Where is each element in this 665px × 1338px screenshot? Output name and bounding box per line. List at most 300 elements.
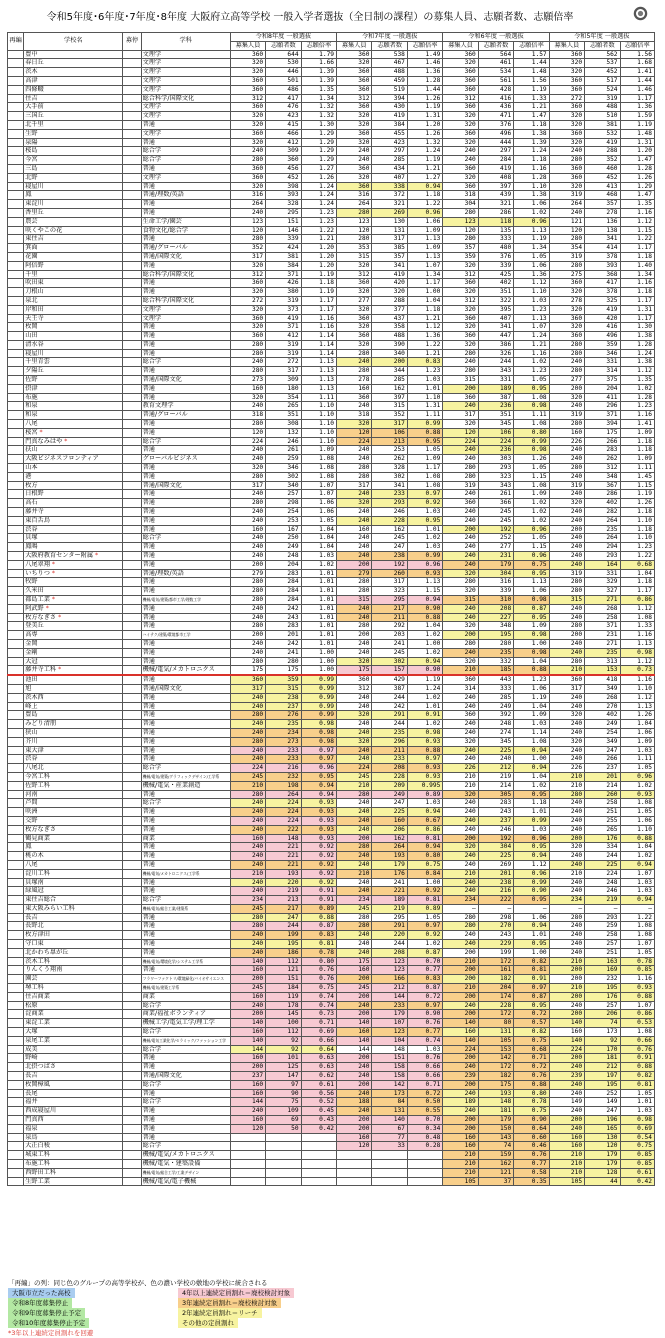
- value-cell: 320: [443, 59, 478, 68]
- dept-cell: 普通: [141, 235, 230, 244]
- dept-cell: 機械/電気/メカトロニクス/工学系: [141, 869, 230, 878]
- value-cell: 1.09: [301, 446, 336, 455]
- value-cell: 1.20: [301, 261, 336, 270]
- value-cell: 240: [549, 948, 584, 957]
- value-cell: 200: [443, 1080, 478, 1089]
- school-name-text: 北野: [25, 173, 38, 181]
- value-cell: 320: [549, 288, 584, 297]
- value-cell: 0.71: [301, 1019, 336, 1028]
- value-cell: 136: [585, 217, 620, 226]
- suspended-cell: [123, 975, 141, 984]
- school-name-text: 八尾北: [25, 764, 44, 772]
- reorg-cell: [8, 675, 24, 684]
- value-cell: 280: [443, 464, 478, 473]
- value-cell: 1.08: [620, 922, 654, 931]
- value-cell: 0.94: [514, 746, 549, 755]
- value-cell: 0.28: [407, 1142, 442, 1151]
- value-cell: 247: [585, 746, 620, 755]
- value-cell: [337, 1177, 372, 1186]
- value-cell: 162: [372, 525, 407, 534]
- value-cell: 317: [549, 684, 584, 693]
- value-cell: 240: [230, 931, 265, 940]
- header-col: 志願者数: [478, 41, 513, 50]
- reorg-cell: [8, 200, 24, 209]
- suspended-cell: [123, 120, 141, 129]
- table-row: [8, 173, 655, 182]
- value-cell: 461: [478, 59, 513, 68]
- value-cell: 158: [372, 1072, 407, 1081]
- value-cell: 315: [337, 252, 372, 261]
- school-name-text: 豊島: [25, 711, 38, 719]
- value-cell: 271: [585, 596, 620, 605]
- value-cell: 210: [337, 781, 372, 790]
- value-cell: 320: [549, 393, 584, 402]
- reorg-cell: [8, 147, 24, 156]
- value-cell: 240: [443, 808, 478, 817]
- value-cell: 212: [372, 984, 407, 993]
- school-name: [24, 1010, 123, 1019]
- value-cell: 0.42: [620, 1177, 654, 1186]
- value-cell: 242: [372, 702, 407, 711]
- value-cell: 1.18: [620, 578, 654, 587]
- value-cell: 1.26: [620, 173, 654, 182]
- value-cell: 140: [443, 1036, 478, 1045]
- value-cell: 221: [266, 860, 301, 869]
- table-row: [8, 764, 655, 773]
- applicant-table: [7, 32, 655, 1186]
- dept-cell: 普通: [141, 720, 230, 729]
- value-cell: 181: [478, 1107, 513, 1116]
- value-cell: 210: [549, 666, 584, 675]
- value-cell: 1.13: [407, 235, 442, 244]
- value-cell: 221: [266, 843, 301, 852]
- value-cell: 240: [337, 516, 372, 525]
- value-cell: 135: [478, 226, 513, 235]
- value-cell: 1.24: [514, 147, 549, 156]
- reorg-cell: [8, 922, 24, 931]
- school-name: [24, 781, 123, 790]
- value-cell: 235: [266, 720, 301, 729]
- table-row: [8, 1089, 655, 1098]
- value-cell: 179: [585, 1160, 620, 1169]
- value-cell: 1.10: [620, 534, 654, 543]
- dept-cell: 普通: [141, 737, 230, 746]
- value-cell: 249: [478, 702, 513, 711]
- legend-swatch: 3年連続定員割れ＝廃校検討対象: [178, 1298, 281, 1308]
- dept-cell: 普通: [141, 464, 230, 473]
- value-cell: 200: [337, 1054, 372, 1063]
- school-name: [24, 349, 123, 358]
- value-cell: 1.00: [514, 755, 549, 764]
- value-cell: 1.10: [620, 516, 654, 525]
- value-cell: 280: [443, 349, 478, 358]
- dept-cell: 総合学: [141, 534, 230, 543]
- value-cell: 360: [443, 332, 478, 341]
- value-cell: 248: [266, 552, 301, 561]
- value-cell: 304: [443, 200, 478, 209]
- value-cell: 240: [337, 156, 372, 165]
- value-cell: [301, 1160, 336, 1169]
- value-cell: 69: [266, 1116, 301, 1125]
- value-cell: 1.10: [301, 420, 336, 429]
- value-cell: 106: [478, 428, 513, 437]
- value-cell: 160: [549, 1133, 584, 1142]
- dept-cell: 商業: [141, 834, 230, 843]
- dept-cell: 普通: [141, 1054, 230, 1063]
- table-row: [8, 1072, 655, 1081]
- value-cell: 247: [266, 913, 301, 922]
- value-cell: 179: [478, 560, 513, 569]
- school-name: [24, 226, 123, 235]
- value-cell: 0.73: [620, 666, 654, 675]
- value-cell: 429: [372, 675, 407, 684]
- value-cell: 378: [585, 252, 620, 261]
- value-cell: 315: [266, 684, 301, 693]
- legend-swatch: その他の定員割れ: [178, 1318, 238, 1328]
- value-cell: 351: [478, 411, 513, 420]
- header-col: 志願倍率: [514, 41, 549, 50]
- value-cell: 351: [266, 411, 301, 420]
- value-cell: 280: [230, 657, 265, 666]
- value-cell: 0.95: [514, 613, 549, 622]
- dept-cell: 文理学: [141, 314, 230, 323]
- value-cell: 353: [337, 244, 372, 253]
- school-name: [24, 613, 123, 622]
- value-cell: 208: [372, 948, 407, 957]
- suspended-cell: [123, 68, 141, 77]
- value-cell: 320: [443, 120, 478, 129]
- value-cell: 280: [337, 843, 372, 852]
- school-name: [24, 94, 123, 103]
- value-cell: 272: [549, 94, 584, 103]
- value-cell: 280: [549, 235, 584, 244]
- value-cell: 0.83: [407, 975, 442, 984]
- value-cell: 0.76: [514, 1072, 549, 1081]
- value-cell: 240: [230, 402, 265, 411]
- value-cell: 240: [337, 825, 372, 834]
- value-cell: 1.40: [620, 261, 654, 270]
- value-cell: 175: [585, 428, 620, 437]
- value-cell: 240: [549, 728, 584, 737]
- value-cell: 371: [585, 622, 620, 631]
- value-cell: 1.23: [514, 367, 549, 376]
- value-cell: 0.89: [407, 904, 442, 913]
- reorg-cell: [8, 156, 24, 165]
- value-cell: 278: [585, 208, 620, 217]
- reorg-cell: [8, 1036, 24, 1045]
- value-cell: [266, 1177, 301, 1186]
- value-cell: 160: [337, 1133, 372, 1142]
- value-cell: 131: [372, 1107, 407, 1116]
- value-cell: 33: [372, 1142, 407, 1151]
- value-cell: 323: [372, 587, 407, 596]
- value-cell: 265: [266, 402, 301, 411]
- value-cell: 0.72: [407, 992, 442, 1001]
- table-row: [8, 296, 655, 305]
- value-cell: 0.96: [407, 208, 442, 217]
- school-name: [24, 975, 123, 984]
- suspended-cell: [123, 472, 141, 481]
- value-cell: 175: [266, 666, 301, 675]
- value-cell: 240: [230, 543, 265, 552]
- value-cell: 1.12: [620, 693, 654, 702]
- value-cell: 244: [266, 922, 301, 931]
- suspended-cell: [123, 622, 141, 631]
- value-cell: 1.08: [301, 455, 336, 464]
- school-name-text: 三島: [25, 164, 38, 172]
- table-row: [8, 569, 655, 578]
- dept-cell: 総合学: [141, 764, 230, 773]
- value-cell: 0.96: [407, 560, 442, 569]
- value-cell: 331: [585, 569, 620, 578]
- value-cell: 317: [372, 235, 407, 244]
- value-cell: 1.18: [514, 799, 549, 808]
- value-cell: 320: [443, 173, 478, 182]
- value-cell: 240: [230, 147, 265, 156]
- value-cell: 424: [266, 244, 301, 253]
- suspended-cell: [123, 887, 141, 896]
- school-name-text: 藤井寺: [25, 508, 44, 516]
- value-cell: 0.68: [620, 560, 654, 569]
- table-row: [8, 1045, 655, 1054]
- value-cell: 1.36: [514, 270, 549, 279]
- reorg-cell: [8, 490, 24, 499]
- suspended-cell: [123, 164, 141, 173]
- school-name: [24, 684, 123, 693]
- value-cell: 447: [478, 332, 513, 341]
- value-cell: 224: [337, 437, 372, 446]
- school-name: [24, 1116, 123, 1125]
- reorg-cell: [8, 112, 24, 121]
- value-cell: 417: [585, 279, 620, 288]
- value-cell: 1.06: [514, 684, 549, 693]
- school-name: [24, 1151, 123, 1160]
- value-cell: 326: [478, 349, 513, 358]
- value-cell: 119: [266, 992, 301, 1001]
- school-name: [24, 1001, 123, 1010]
- value-cell: 144: [230, 1098, 265, 1107]
- value-cell: 200: [230, 975, 265, 984]
- table-row: [8, 913, 655, 922]
- school-name: [24, 904, 123, 913]
- value-cell: 1.13: [514, 314, 549, 323]
- school-name: [24, 464, 123, 473]
- value-cell: 1.17: [620, 296, 654, 305]
- value-cell: 308: [266, 420, 301, 429]
- value-cell: 1.20: [620, 147, 654, 156]
- suspended-cell: [123, 552, 141, 561]
- value-cell: 144: [372, 992, 407, 1001]
- value-cell: 280: [230, 587, 265, 596]
- value-cell: 320: [337, 138, 372, 147]
- value-cell: 286: [478, 208, 513, 217]
- value-cell: 1.26: [620, 711, 654, 720]
- value-cell: 0.84: [407, 869, 442, 878]
- value-cell: 0.88: [514, 666, 549, 675]
- value-cell: 240: [549, 147, 584, 156]
- value-cell: 200: [549, 525, 584, 534]
- table-row: [8, 384, 655, 393]
- value-cell: 234: [443, 896, 478, 905]
- value-cell: 189: [443, 1098, 478, 1107]
- school-name-text: 阿武野: [25, 604, 44, 612]
- value-cell: 393: [266, 191, 301, 200]
- value-cell: 293: [372, 499, 407, 508]
- suspended-cell: [123, 825, 141, 834]
- value-cell: 239: [549, 1072, 584, 1081]
- value-cell: 1.04: [514, 772, 549, 781]
- value-cell: 162: [478, 1160, 513, 1169]
- table-row: [8, 68, 655, 77]
- value-cell: 106: [372, 428, 407, 437]
- value-cell: 360: [337, 103, 372, 112]
- dept-cell: 普通: [141, 393, 230, 402]
- value-cell: 0.93: [301, 834, 336, 843]
- school-name: [24, 164, 123, 173]
- value-cell: 245: [337, 904, 372, 913]
- school-name-text: 貝塚南: [25, 878, 44, 886]
- value-cell: 0.93: [407, 772, 442, 781]
- value-cell: 0.72: [514, 1063, 549, 1072]
- value-cell: 0.75: [514, 1036, 549, 1045]
- value-cell: 240: [443, 878, 478, 887]
- value-cell: 334: [585, 843, 620, 852]
- value-cell: 0.82: [620, 1072, 654, 1081]
- table-row: [8, 252, 655, 261]
- table-row: [8, 1151, 655, 1160]
- suspended-cell: [123, 261, 141, 270]
- value-cell: 182: [478, 975, 513, 984]
- value-cell: 249: [372, 790, 407, 799]
- school-name: [24, 720, 123, 729]
- reorg-cell: [8, 948, 24, 957]
- value-cell: 0.94: [407, 182, 442, 191]
- table-row: [8, 270, 655, 279]
- table-row: [8, 1177, 655, 1186]
- value-cell: 360: [266, 156, 301, 165]
- value-cell: 200: [549, 966, 584, 975]
- suspended-cell: [123, 384, 141, 393]
- value-cell: 244: [585, 852, 620, 861]
- table-row: [8, 675, 655, 684]
- school-name-text: 箕面: [25, 244, 38, 252]
- value-cell: 240: [549, 648, 584, 657]
- value-cell: 240: [443, 534, 478, 543]
- school-name-text: 淀商業: [25, 1010, 44, 1018]
- value-cell: 277: [478, 543, 513, 552]
- value-cell: 320: [230, 288, 265, 297]
- value-cell: 407: [478, 314, 513, 323]
- value-cell: 0.94: [407, 657, 442, 666]
- suspended-cell: [123, 244, 141, 253]
- value-cell: 176: [585, 834, 620, 843]
- value-cell: 240: [549, 887, 584, 896]
- value-cell: 262: [372, 455, 407, 464]
- value-cell: 1.12: [407, 323, 442, 332]
- legend-notes: [8, 1278, 648, 1338]
- dept-cell: 普通: [141, 587, 230, 596]
- table-row: [8, 261, 655, 270]
- value-cell: 151: [372, 1054, 407, 1063]
- reorg-cell: [8, 613, 24, 622]
- value-cell: 195: [585, 1080, 620, 1089]
- value-cell: 189: [478, 384, 513, 393]
- value-cell: 0.74: [301, 1001, 336, 1010]
- suspended-cell: [123, 437, 141, 446]
- value-cell: 212: [478, 764, 513, 773]
- value-cell: 247: [585, 1107, 620, 1116]
- reorg-cell: [8, 446, 24, 455]
- value-cell: 1.28: [620, 340, 654, 349]
- school-name-text: 枚方なぎさ: [25, 613, 57, 621]
- value-cell: 1.31: [620, 138, 654, 147]
- value-cell: 1.11: [620, 464, 654, 473]
- school-name-text: 泉尾工業: [25, 1036, 50, 1044]
- value-cell: 240: [443, 490, 478, 499]
- value-cell: 240: [443, 1063, 478, 1072]
- value-cell: 240: [549, 208, 584, 217]
- value-cell: 1.07: [620, 1001, 654, 1010]
- value-cell: 200: [337, 992, 372, 1001]
- value-cell: 233: [372, 755, 407, 764]
- table-row: [8, 76, 655, 85]
- value-cell: 1.30: [301, 120, 336, 129]
- suspended-cell: [123, 878, 141, 887]
- value-cell: 198: [266, 781, 301, 790]
- value-cell: 304: [478, 569, 513, 578]
- value-cell: 209: [372, 781, 407, 790]
- dept-cell: 機械/電気/総合工学/工業デザイン: [141, 1168, 230, 1177]
- value-cell: 1.13: [407, 252, 442, 261]
- value-cell: 1.10: [301, 437, 336, 446]
- value-cell: 120: [443, 226, 478, 235]
- value-cell: [266, 1168, 301, 1177]
- value-cell: 274: [478, 728, 513, 737]
- value-cell: 360: [549, 164, 584, 173]
- value-cell: 1.28: [620, 164, 654, 173]
- value-cell: 240: [337, 720, 372, 729]
- table-row: [8, 120, 655, 129]
- value-cell: 360: [549, 103, 584, 112]
- value-cell: 1.06: [301, 499, 336, 508]
- school-name: [24, 305, 123, 314]
- reorg-cell: [8, 508, 24, 517]
- value-cell: 1.21: [301, 235, 336, 244]
- value-cell: 360: [549, 332, 584, 341]
- value-cell: 280: [337, 790, 372, 799]
- value-cell: 172: [478, 1063, 513, 1072]
- reorg-cell: [8, 737, 24, 746]
- table-row: [8, 711, 655, 720]
- school-name: [24, 746, 123, 755]
- school-name-text: 泉北: [25, 296, 38, 304]
- value-cell: 240: [337, 402, 372, 411]
- value-cell: 1.09: [407, 244, 442, 253]
- value-cell: 1.04: [514, 657, 549, 666]
- school-name: [24, 191, 123, 200]
- reorg-cell: [8, 1019, 24, 1028]
- value-cell: 309: [266, 147, 301, 156]
- value-cell: 418: [585, 675, 620, 684]
- value-cell: 280: [549, 464, 584, 473]
- value-cell: [266, 1133, 301, 1142]
- value-cell: 217: [372, 604, 407, 613]
- value-cell: 240: [337, 508, 372, 517]
- value-cell: 0.81: [407, 834, 442, 843]
- value-cell: 0.94: [407, 843, 442, 852]
- school-name: [24, 931, 123, 940]
- value-cell: 312: [337, 270, 372, 279]
